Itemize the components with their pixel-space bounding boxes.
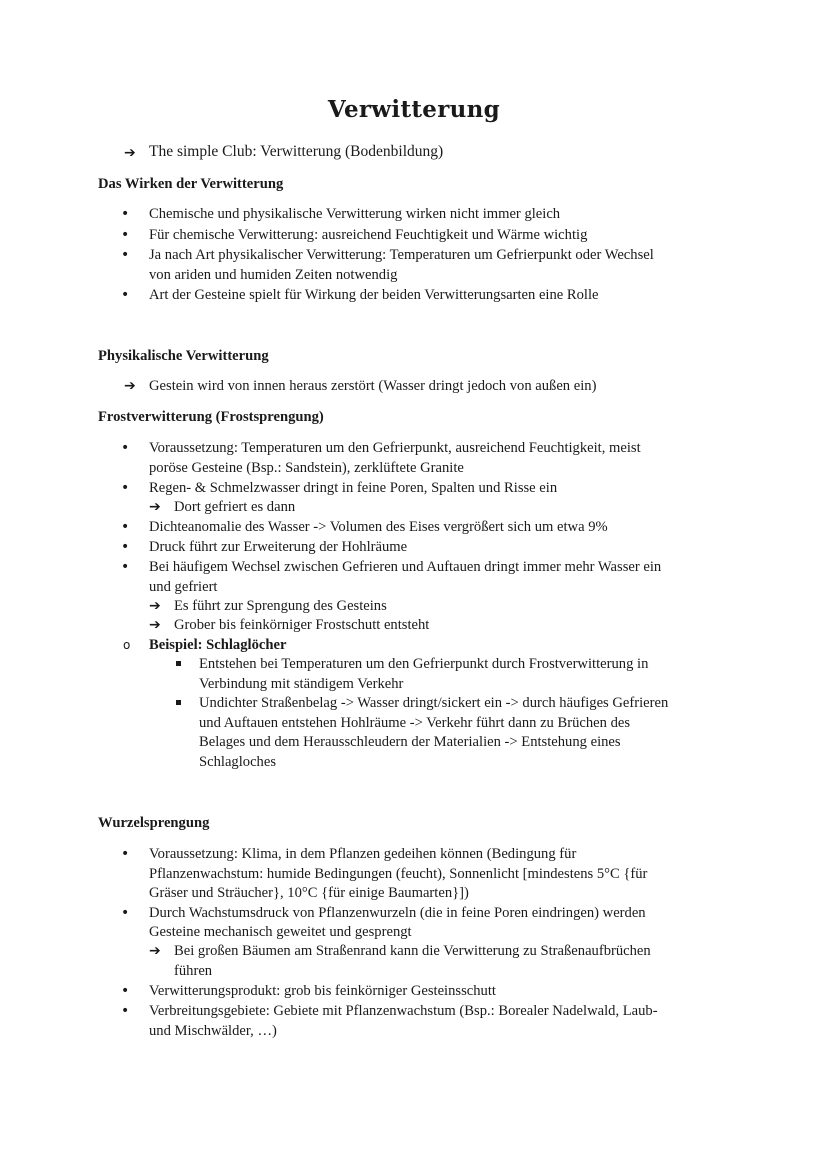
arrow-icon: ➔ <box>124 378 136 394</box>
list-item: Regen- & Schmelzwasser dringt in feine Poren, Spalten und Risse ein <box>149 480 558 496</box>
arrow-item: Bei großen Bäumen am Straßenrand kann die Verwitterung zu Straßenaufbrüchen <box>174 943 651 959</box>
square-bullet-icon <box>176 661 181 666</box>
list-item: Voraussetzung: Temperaturen um den Gefrierpunkt, ausreichend Feuchtigkeit, meist <box>149 440 641 456</box>
arrow-item-continuation: führen <box>174 963 213 979</box>
bullet-icon: • <box>121 559 130 575</box>
bullet-icon: • <box>121 519 130 535</box>
example-heading: Beispiel: Schlaglöcher <box>149 637 287 653</box>
list-item: Für chemische Verwitterung: ausreichend Feuchtigkeit und Wärme wichtig <box>149 227 588 243</box>
list-item-continuation: und Mischwälder, …) <box>149 1023 277 1039</box>
arrow-item: Dort gefriert es dann <box>174 499 296 515</box>
list-item: Verwitterungsprodukt: grob bis feinkörniger Gesteinsschutt <box>149 983 496 999</box>
intro-link: The simple Club: Verwitterung (Bodenbildung) <box>149 143 444 160</box>
bullet-icon: • <box>121 440 130 456</box>
section-heading-frost: Frostverwitterung (Frostsprengung) <box>98 409 324 425</box>
list-item: Art der Gesteine spielt für Wirkung der beiden Verwitterungsarten eine Rolle <box>149 287 599 303</box>
circle-bullet-icon: o <box>123 638 131 652</box>
section-heading-wirken: Das Wirken der Verwitterung <box>98 176 284 192</box>
square-bullet-icon <box>176 700 181 705</box>
arrow-icon: ➔ <box>149 499 161 515</box>
bullet-icon: • <box>121 480 130 496</box>
arrow-item: Es führt zur Sprengung des Gesteins <box>174 598 387 614</box>
list-item-continuation: Pflanzenwachstum: humide Bedingungen (feucht), Sonnenlicht [mindestens 5°C {für <box>149 866 648 882</box>
list-item: Dichteanomalie des Wasser -> Volumen des Eises vergrößert sich um etwa 9% <box>149 519 608 535</box>
list-item-continuation: Verbindung mit ständigem Verkehr <box>199 676 404 692</box>
list-item: Ja nach Art physikalischer Verwitterung: Temperaturen um Gefrierpunkt oder Wechsel <box>149 247 654 263</box>
bullet-icon: • <box>121 287 130 303</box>
list-item: Durch Wachstumsdruck von Pflanzenwurzeln (die in feine Poren eindringen) werden <box>149 905 646 921</box>
list-item-continuation: Schlagloches <box>199 754 277 770</box>
list-item: Verbreitungsgebiete: Gebiete mit Pflanzenwachstum (Bsp.: Borealer Nadelwald, Laub- <box>149 1003 658 1019</box>
arrow-icon: ➔ <box>149 943 161 959</box>
list-item: Undichter Straßenbelag -> Wasser dringt/sickert ein -> durch häufiges Gefrieren <box>199 695 669 711</box>
list-item: Chemische und physikalische Verwitterung wirken nicht immer gleich <box>149 206 561 222</box>
list-item-continuation: Gräser und Sträucher}, 10°C {für einige Baumarten}]) <box>149 885 469 901</box>
bullet-icon: • <box>121 227 130 243</box>
list-item-continuation: und gefriert <box>149 579 218 595</box>
list-item-continuation: Gesteine mechanisch geweitet und gesprengt <box>149 924 412 940</box>
arrow-icon: ➔ <box>149 598 161 614</box>
list-item-continuation: von ariden und humiden Zeiten notwendig <box>149 267 398 283</box>
bullet-icon: • <box>121 983 130 999</box>
arrow-icon: ➔ <box>124 145 136 161</box>
section-heading-wurzel: Wurzelsprengung <box>98 815 210 831</box>
page-title: Verwitterung <box>327 96 501 123</box>
arrow-item: Grober bis feinkörniger Frostschutt entsteht <box>174 617 430 633</box>
list-item: Entstehen bei Temperaturen um den Gefrierpunkt durch Frostverwitterung in <box>199 656 649 672</box>
list-item-continuation: und Auftauen entstehen Hohlräume -> Verkehr führt dann zu Brüchen des <box>199 715 631 731</box>
bullet-icon: • <box>121 905 130 921</box>
list-item-continuation: Belages und dem Herausschleudern der Materialien -> Entstehung eines <box>199 734 621 750</box>
arrow-icon: ➔ <box>149 617 161 633</box>
bullet-icon: • <box>121 539 130 555</box>
list-item-continuation: poröse Gesteine (Bsp.: Sandstein), zerklüftete Granite <box>149 460 464 476</box>
bullet-icon: • <box>121 247 130 263</box>
list-item: Bei häufigem Wechsel zwischen Gefrieren und Auftauen dringt immer mehr Wasser ein <box>149 559 662 575</box>
bullet-icon: • <box>121 846 130 862</box>
list-item: Voraussetzung: Klima, in dem Pflanzen gedeihen können (Bedingung für <box>149 846 577 862</box>
arrow-item: Gestein wird von innen heraus zerstört (Wasser dringt jedoch von außen ein) <box>149 378 597 394</box>
bullet-icon: • <box>121 1003 130 1019</box>
bullet-icon: • <box>121 206 130 222</box>
section-heading-physikalisch: Physikalische Verwitterung <box>98 348 269 364</box>
list-item: Druck führt zur Erweiterung der Hohlräume <box>149 539 408 555</box>
